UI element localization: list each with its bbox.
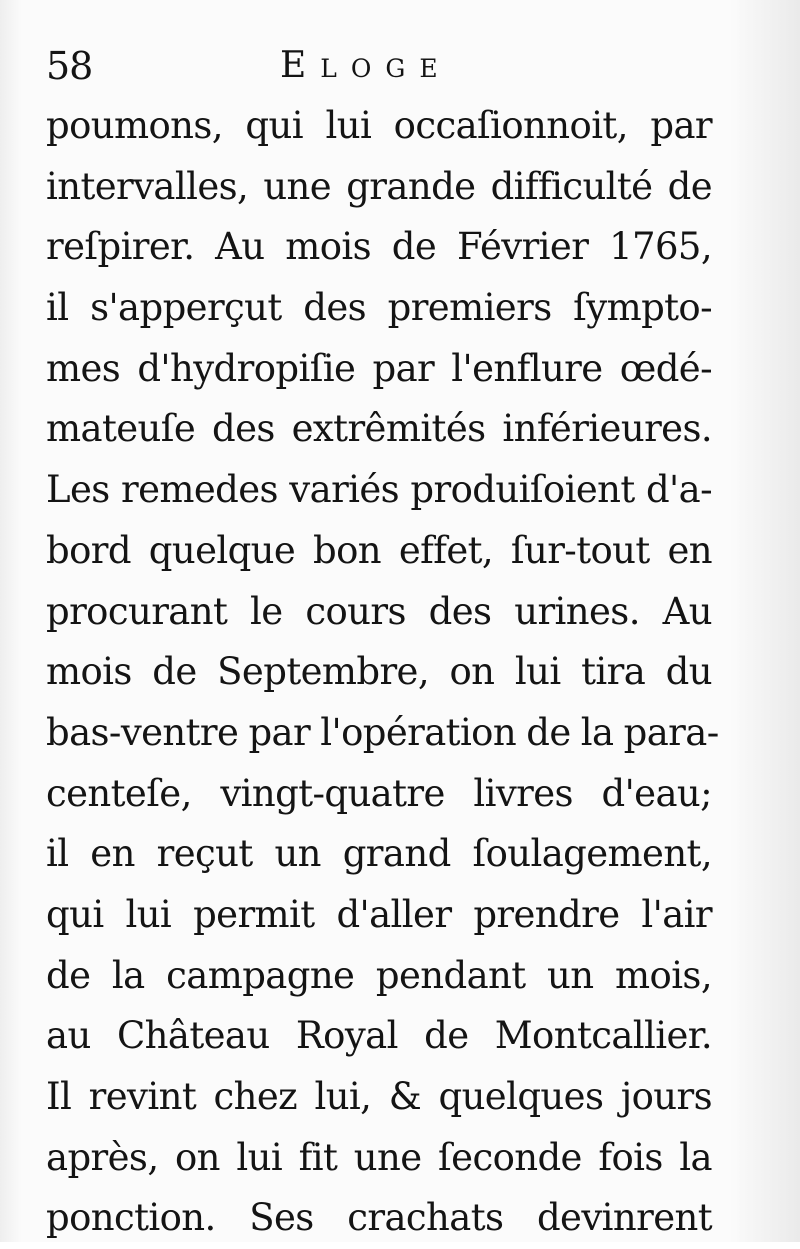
text-line: ponction. Ses crachats devinrent [46, 1196, 712, 1240]
text-line: il en reçut un grand ſoulagement, [46, 832, 712, 876]
text-line: intervalles, une grande difficulté de [46, 164, 712, 208]
text-line: bas-ventre par l'opération de la para- [46, 710, 719, 754]
text-line: il s'apperçut des premiers ſympto- [46, 286, 712, 330]
text-line: mes d'hydropiſie par l'enflure œdé- [46, 346, 712, 390]
text-line: mois de Septembre, on lui tira du [46, 650, 712, 694]
page-header [46, 38, 706, 94]
text-line: poumons, qui lui occaſionnoit, par [46, 104, 712, 147]
text-line: au Château Royal de Montcallier. [46, 1014, 712, 1058]
body-text [46, 96, 719, 1249]
page-number: 58 [46, 44, 93, 88]
text-line: Les remedes variés produiſoient d'a- [46, 468, 712, 512]
text-line: de la campagne pendant un mois, [46, 953, 712, 997]
text-line: après, on lui fit une ſeconde fois la [46, 1135, 712, 1179]
running-head: Eloge [280, 45, 452, 86]
text-line: bord quelque bon effet, ſur-tout en [46, 528, 712, 572]
text-line: centeſe, vingt-quatre livres d'eau; [46, 771, 712, 815]
text-line: Il revint chez lui, & quelques jours [46, 1075, 712, 1118]
text-line: qui lui permit d'aller prendre l'air [46, 892, 712, 936]
text-line: mateuſe des extrêmités inférieures. [46, 407, 712, 451]
text-line: procurant le cours des urines. Au [46, 589, 712, 633]
page-right-shadow [730, 0, 800, 1242]
text-line: reſpirer. Au mois de Février 1765, [46, 225, 712, 269]
page-left-shadow [0, 0, 22, 1242]
